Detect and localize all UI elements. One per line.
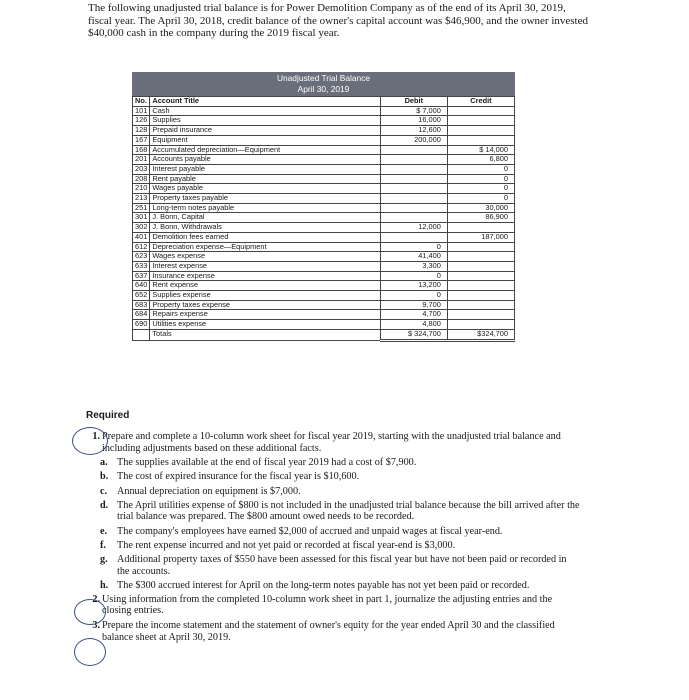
credit-amount: 6,800 [447, 155, 514, 165]
account-number: 208 [133, 174, 150, 184]
debit-amount [380, 184, 447, 194]
account-number: 640 [133, 281, 150, 291]
fact-letter: h. [100, 579, 109, 591]
debit-amount: 9,700 [380, 300, 447, 310]
account-title: Rent expense [150, 281, 380, 291]
table-row [133, 320, 515, 330]
requirement-text: Prepare and complete a 10-column work sheet for fiscal year 2019, starting with the unadjusted trial balance and including adjustments based on these additional facts. [102, 431, 561, 454]
account-title: Wages expense [150, 252, 380, 262]
credit-amount: 30,000 [447, 203, 514, 213]
account-number: 167 [133, 135, 150, 145]
account-title: Long-term notes payable [150, 203, 380, 213]
account-number: 101 [133, 106, 150, 116]
credit-amount: 86,900 [447, 213, 514, 223]
requirement-3 [86, 620, 581, 643]
requirement-number: 2. [92, 593, 100, 605]
account-number: 302 [133, 223, 150, 233]
account-number: 251 [133, 203, 150, 213]
requirement-1 [86, 431, 581, 454]
fact-text: The $300 accrued interest for April on the long-term notes payable has not yet been paid or recorded. [117, 579, 530, 591]
credit-amount [447, 300, 514, 310]
trial-balance-date: April 30, 2019 [297, 84, 350, 94]
debit-amount [380, 203, 447, 213]
debit-amount: 4,800 [380, 320, 447, 330]
account-number: 301 [133, 213, 150, 223]
account-title: Supplies expense [150, 291, 380, 301]
credit-amount [447, 310, 514, 320]
trial-balance-title: Unadjusted Trial Balance [276, 73, 371, 83]
requirement-2 [86, 594, 581, 617]
col-header-credit: Credit [447, 97, 514, 107]
fact-letter: e. [100, 525, 108, 537]
credit-amount [447, 291, 514, 301]
debit-amount: 12,600 [380, 126, 447, 136]
fact-item [100, 471, 581, 483]
table-row [133, 252, 515, 262]
fact-item [100, 457, 581, 469]
table-row [133, 194, 515, 204]
account-number: 623 [133, 252, 150, 262]
table-row [133, 223, 515, 233]
totals-no-cell [133, 329, 150, 340]
credit-amount: 0 [447, 184, 514, 194]
debit-amount [380, 174, 447, 184]
account-number: 203 [133, 164, 150, 174]
fact-item [100, 540, 581, 552]
credit-amount [447, 223, 514, 233]
account-number: 128 [133, 126, 150, 136]
fact-letter: d. [100, 499, 109, 511]
table-row [133, 261, 515, 271]
fact-letter: f. [100, 539, 106, 551]
col-header-title: Account Title [150, 97, 380, 107]
credit-amount [447, 135, 514, 145]
credit-amount [447, 271, 514, 281]
fact-item [100, 526, 581, 538]
account-title: Rent payable [150, 174, 380, 184]
credit-amount [447, 126, 514, 136]
debit-amount: $ 7,000 [380, 106, 447, 116]
debit-amount: 13,200 [380, 281, 447, 291]
debit-amount [380, 232, 447, 242]
account-title: Interest payable [150, 164, 380, 174]
account-number: 401 [133, 232, 150, 242]
account-number: 201 [133, 155, 150, 165]
table-row [133, 291, 515, 301]
credit-amount [447, 106, 514, 116]
credit-amount [447, 261, 514, 271]
debit-amount: 0 [380, 271, 447, 281]
fact-item [100, 580, 581, 592]
fact-text: The April utilities expense of $800 is not included in the unadjusted trial balance because the bill arrived after the trial balance was prepared. The $800 amount owed needs to be recorded. [117, 499, 580, 523]
table-header-row [133, 97, 515, 107]
fact-letter: g. [100, 553, 108, 565]
trial-balance-body [133, 106, 515, 329]
totals-row [133, 329, 515, 340]
fact-text: The cost of expired insurance for the fiscal year is $10,600. [117, 471, 360, 483]
account-number: 684 [133, 310, 150, 320]
account-number: 213 [133, 194, 150, 204]
account-number: 126 [133, 116, 150, 126]
totals-label: Totals [150, 329, 380, 340]
debit-amount: 16,000 [380, 116, 447, 126]
debit-amount [380, 164, 447, 174]
account-title: Depreciation expense—Equipment [150, 242, 380, 252]
table-row [133, 135, 515, 145]
trial-balance-header [132, 72, 515, 96]
account-title: Wages payable [150, 184, 380, 194]
table-row [133, 155, 515, 165]
account-title: J. Bonn, Withdrawals [150, 223, 380, 233]
fact-item [100, 554, 581, 577]
debit-amount: 0 [380, 242, 447, 252]
fact-text: The supplies available at the end of fiscal year 2019 had a cost of $7,900. [117, 457, 417, 469]
fact-letter: c. [100, 485, 108, 497]
debit-amount: 0 [380, 291, 447, 301]
account-title: Accumulated depreciation—Equipment [150, 145, 380, 155]
credit-amount: 0 [447, 174, 514, 184]
debit-amount: 12,000 [380, 223, 447, 233]
account-title: Prepaid insurance [150, 126, 380, 136]
debit-amount [380, 194, 447, 204]
table-row [133, 126, 515, 136]
credit-amount [447, 242, 514, 252]
table-row [133, 232, 515, 242]
debit-amount: 41,400 [380, 252, 447, 262]
debit-amount: 3,300 [380, 261, 447, 271]
credit-amount [447, 116, 514, 126]
debit-amount [380, 155, 447, 165]
totals-debit: $ 324,700 [380, 329, 447, 340]
requirements-list [86, 431, 581, 646]
credit-amount [447, 281, 514, 291]
requirement-text: Using information from the completed 10-column work sheet in part 1, journalize the adjusting entries and the closing entries. [102, 593, 553, 617]
account-title: J. Bonn, Capital [150, 213, 380, 223]
credit-amount: 0 [447, 164, 514, 174]
account-number: 690 [133, 320, 150, 330]
account-number: 637 [133, 271, 150, 281]
intro-text: The following unadjusted trial balance is for Power Demolition Company as of the end of its April 30, 2019, fiscal year. The April 30, 2018, credit balance of the owner's capital account was $46,900, and the owner invested $40,000 cash in the company during the 2019 fiscal year. [88, 2, 588, 39]
debit-amount: 4,700 [380, 310, 447, 320]
debit-amount: 200,000 [380, 135, 447, 145]
account-title: Repairs expense [150, 310, 380, 320]
fact-text: The company's employees have earned $2,000 of accrued and unpaid wages at fiscal year-end. [117, 525, 503, 537]
account-number: 683 [133, 300, 150, 310]
account-title: Cash [150, 106, 380, 116]
account-title: Accounts payable [150, 155, 380, 165]
fact-item [100, 500, 581, 523]
account-title: Property taxes payable [150, 194, 380, 204]
fact-item [100, 486, 581, 498]
account-title: Interest expense [150, 261, 380, 271]
col-header-no: No. [133, 97, 150, 107]
table-row [133, 106, 515, 116]
account-number: 168 [133, 145, 150, 155]
account-number: 210 [133, 184, 150, 194]
account-title: Demolition fees earned [150, 232, 380, 242]
fact-letter: a. [100, 457, 108, 469]
credit-amount: $ 14,000 [447, 145, 514, 155]
fact-text: Annual depreciation on equipment is $7,000. [117, 485, 301, 497]
credit-amount: 0 [447, 194, 514, 204]
credit-amount: 187,000 [447, 232, 514, 242]
totals-credit: $324,700 [447, 329, 514, 340]
account-title: Property taxes expense [150, 300, 380, 310]
account-title: Supplies [150, 116, 380, 126]
account-number: 633 [133, 261, 150, 271]
fact-letter: b. [100, 471, 109, 483]
account-number: 652 [133, 291, 150, 301]
account-title: Insurance expense [150, 271, 380, 281]
requirement-number: 1. [92, 431, 100, 442]
account-title: Utilities expense [150, 320, 380, 330]
fact-text: Additional property taxes of $550 have been assessed for this fiscal year but have not been paid or recorded in the accounts. [117, 553, 567, 577]
col-header-debit: Debit [380, 97, 447, 107]
requirement-number: 3. [92, 620, 100, 632]
credit-amount [447, 252, 514, 262]
trial-balance [132, 72, 515, 342]
trial-balance-table [132, 96, 515, 342]
account-number: 612 [133, 242, 150, 252]
table-row [133, 164, 515, 174]
account-title: Equipment [150, 135, 380, 145]
requirement-text: Prepare the income statement and the statement of owner's equity for the year ended April 30 and the classified balance sheet at April 30, 2019. [102, 620, 555, 643]
fact-text: The rent expense incurred and not yet paid or recorded at fiscal year-end is $3,000. [117, 539, 456, 551]
credit-amount [447, 320, 514, 330]
problem-intro [88, 2, 588, 40]
additional-facts [86, 457, 581, 591]
required-heading: Required [86, 410, 130, 421]
debit-amount [380, 145, 447, 155]
